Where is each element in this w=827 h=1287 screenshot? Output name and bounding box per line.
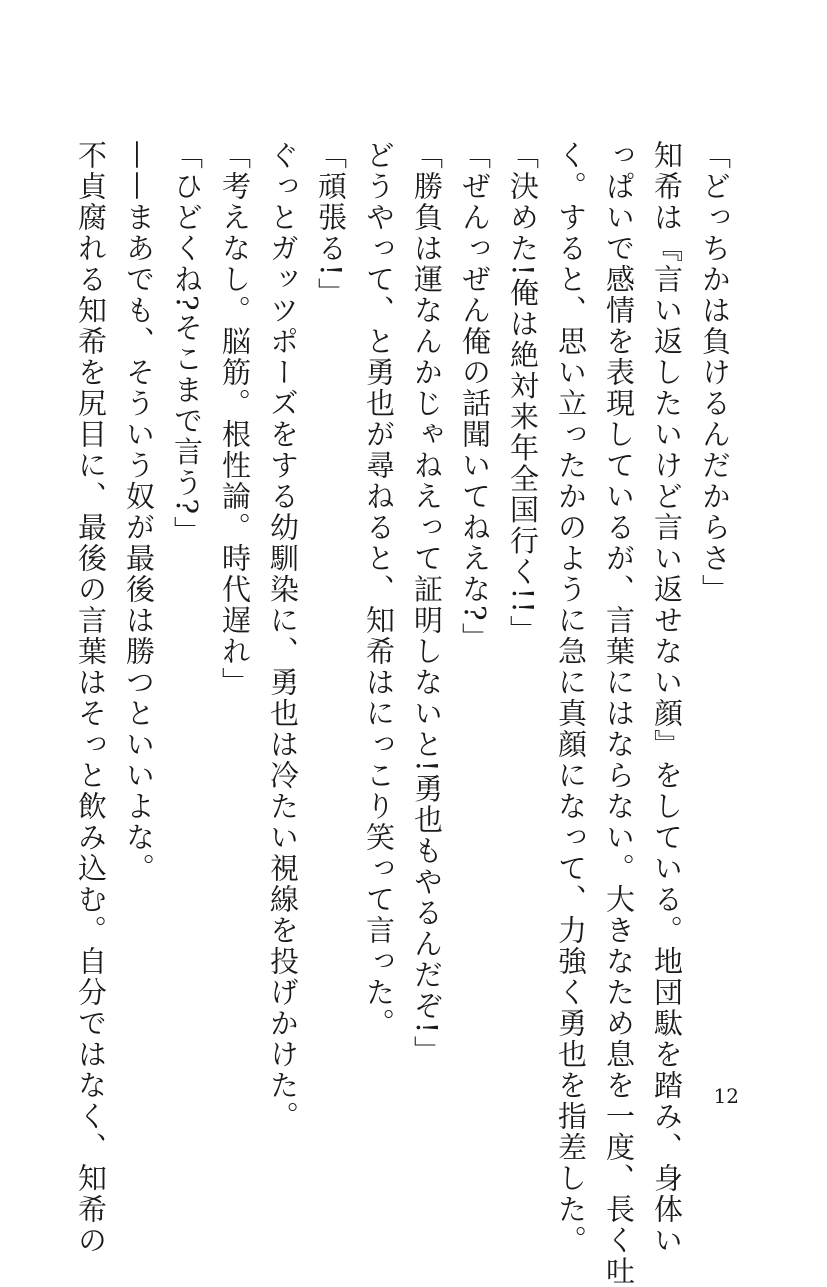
text-line: く。すると、思い立ったかのように急に真顔になって、力強く勇也を指差した。 [554, 140, 588, 1256]
text-line: 「決めた!俺は絶対来年全国行く!!」 [506, 140, 540, 646]
page-number: 12 [713, 1084, 739, 1108]
text-line: 「ひどくね?そこまで言う?」 [170, 140, 204, 548]
text-line: どうやって、と勇也が尋ねると、知希はにっこり笑って言った。 [362, 140, 396, 1039]
text-line: 「ぜんっぜん俺の話聞いてねえな?」 [458, 140, 492, 654]
text-line: っぱいで感情を表現しているが、言葉にはならない。大きなため息を一度、長く吐 [602, 140, 636, 1287]
text-line: 不貞腐れる知希を尻目に、最後の言葉はそっと飲み込む。自分ではなく、知希の [74, 140, 108, 1256]
text-line: 知希は『言い返したいけど言い返せない顔』をしている。地団駄を踏み、身体い [650, 140, 684, 1256]
text-line: 「勝負は運なんかじゃねえって証明しないと!勇也もやるんだぞ!」 [410, 140, 444, 1067]
text-line: 「考えなし。脳筋。根性論。時代遅れ」 [218, 140, 252, 698]
text-line: 「どっちかは負けるんだからさ」 [698, 140, 732, 605]
text-line: ぐっとガッツポーズをする幼馴染に、勇也は冷たい視線を投げかけた。 [266, 140, 300, 1132]
text-line: ——まあでも、そういう奴が最後は勝つといいよな。 [122, 140, 156, 884]
text-line: 「頑張る!」 [314, 140, 348, 309]
